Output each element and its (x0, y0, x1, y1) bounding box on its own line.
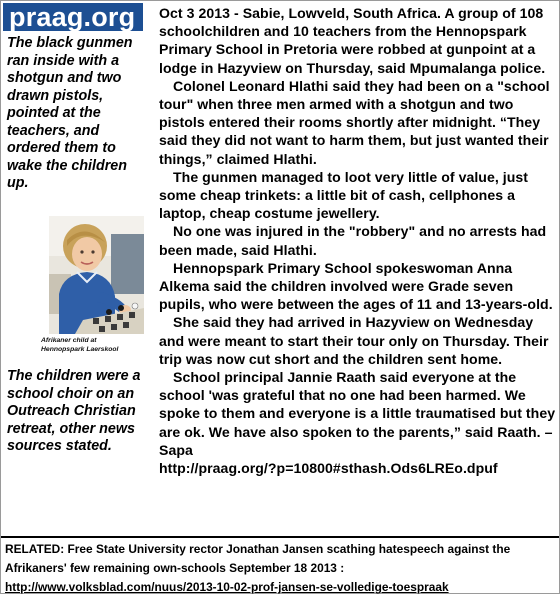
site-logo[interactable]: praag.org (3, 3, 143, 31)
article-paragraph-3: The gunmen managed to loot very little of value, just some cheap trinkets: a little bit of cash, cellphones a laptop, cheap costume jewellery. (159, 168, 529, 222)
related-link[interactable]: http://www.volksblad.com/nuus/2013-10-02-prof-jansen-se-volledige-toespraak (5, 580, 449, 594)
source-link[interactable]: http://praag.org/?p=10800#sthash.Ods6LREo.dpuf (159, 460, 498, 477)
article-paragraph-6: She said they had arrived in Hazyview on Wednesday and were meant to start their tour only on Thursday. Their trip was now cut short and the children sent home. (159, 314, 549, 367)
child-photo-image (49, 216, 144, 334)
pull-quote-top: The black gunmen ran inside with a shotgun and two drawn pistols, pointed at the teachers, and ordered them to wake the children up. (7, 35, 133, 191)
article-body (159, 4, 559, 477)
left-sidebar (1, 1, 153, 537)
photo-caption-line-2: Hennopspark Laerskool (41, 346, 119, 353)
article-paragraph-2: Colonel Leonard Hlathi said they had been on a "school tour" when three men armed with a shotgun and two pistols entered their rooms shortly after midnight. “They said they did not want to harm them, but just wanted their things,” claimed Hlathi. (159, 77, 550, 167)
article-paragraph-4: No one was injured in the "robbery" and no arrests had been made, said Hlathi. (159, 223, 547, 258)
related-text: RELATED: Free State University rector Jonathan Jansen scathing hatespeech against the Afrikaners' few remaining own-schools September 18 2013 : (5, 542, 511, 575)
pull-quote-bottom: The children were a school choir on an Outreach Christian retreat, other news sources stated. (7, 368, 141, 454)
article-paragraph-1: Oct 3 2013 - Sabie, Lowveld, South Africa. A group of 108 schoolchildren and 10 teachers from the Hennopspark Primary School in Pretoria were robbed at gunpoint at a lodge in Hazyview on Thursday, said Mpumalanga police. (159, 5, 546, 76)
article-paragraph-5: Hennopspark Primary School spokeswoman Anna Alkema said the children involved were Grade seven pupils, who were between the ages of 11 and 13-years-old. (159, 259, 553, 313)
related-section (1, 536, 559, 597)
child-photo (49, 216, 144, 334)
photo-caption (41, 336, 153, 354)
photo-caption-line-1: Afrikaner child at (41, 337, 97, 344)
article-paragraph-7: School principal Jannie Raath said everyone at the school 'was grateful that no one had been harmed. We spoke to them and everyone is a little traumatised but they are ok. We have also spoken to the parents,” said Raath. – Sapa (159, 369, 556, 458)
